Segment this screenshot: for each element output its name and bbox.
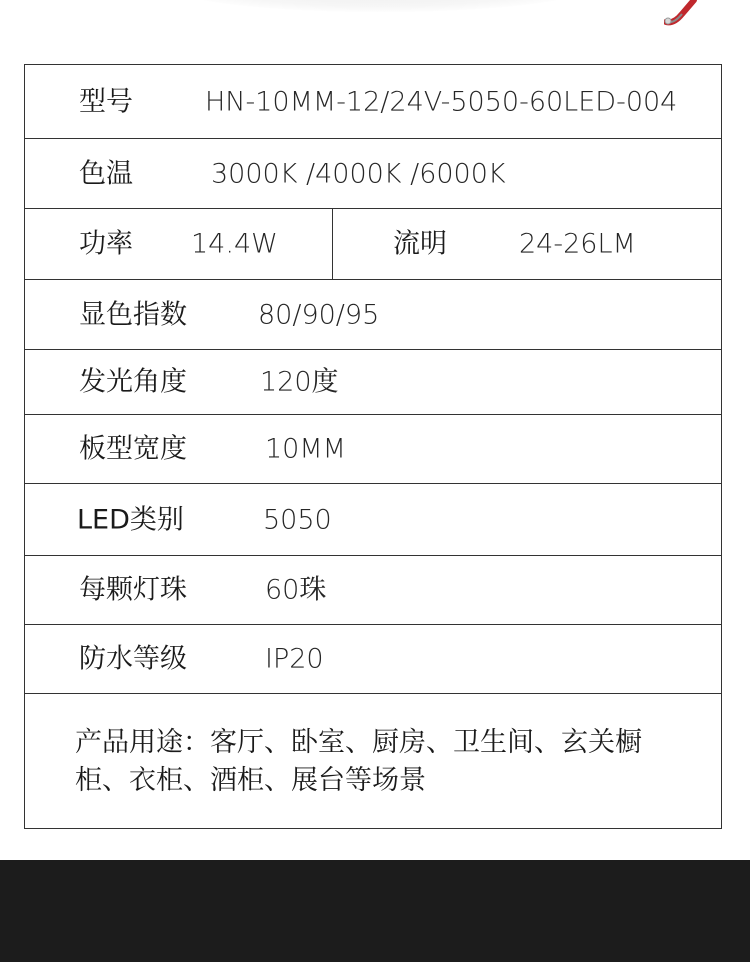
row-color-temp [25,139,721,209]
led-type-label: LED类别 [77,504,184,535]
usage-value: 客厅、卧室、厨房、卫生间、玄关橱柜、衣柜、酒柜、展台等场景 [75,727,642,796]
row-usage [25,694,721,828]
cri-value: 80/90/95 [258,299,380,330]
row-cri [25,280,721,350]
color-temp-label: 色温 [79,158,133,189]
product-shadow [170,0,590,12]
power-value: 14.4W [191,228,278,260]
cri-label: 显色指数 [79,299,187,330]
lumen-label: 流明 [393,228,447,260]
beam-angle-value: 120度 [260,366,339,398]
color-temp-value: 3000K /4000K /6000K [211,158,506,189]
beam-angle-label: 发光角度 [79,366,187,398]
row-waterproof [25,625,721,694]
row-power-lumen [25,209,721,280]
row-beam-angle [25,350,721,415]
usage-text [75,724,695,800]
board-width-label: 板型宽度 [79,433,187,465]
usage-label: 产品用途： [75,727,210,758]
waterproof-label: 防水等级 [79,643,187,675]
row-led-type [25,484,721,556]
model-value: HN-10MM-12/24V-5050-60LED-004 [205,86,678,117]
row-model [25,65,721,139]
model-label: 型号 [79,86,133,117]
column-divider [332,209,333,279]
footer-bar [0,860,750,962]
product-photo-edge [0,0,750,40]
row-board-width [25,415,721,484]
wire-connector-icon [664,0,704,28]
led-count-label: 每颗灯珠 [79,574,187,606]
led-type-value: 5050 [263,504,332,535]
lumen-value: 24-26LM [519,228,636,260]
board-width-value: 10MM [265,433,346,465]
spec-table [24,64,722,829]
led-count-value: 60珠 [265,574,327,606]
power-label: 功率 [79,228,133,260]
waterproof-value: IP20 [265,643,324,675]
row-led-count [25,556,721,625]
